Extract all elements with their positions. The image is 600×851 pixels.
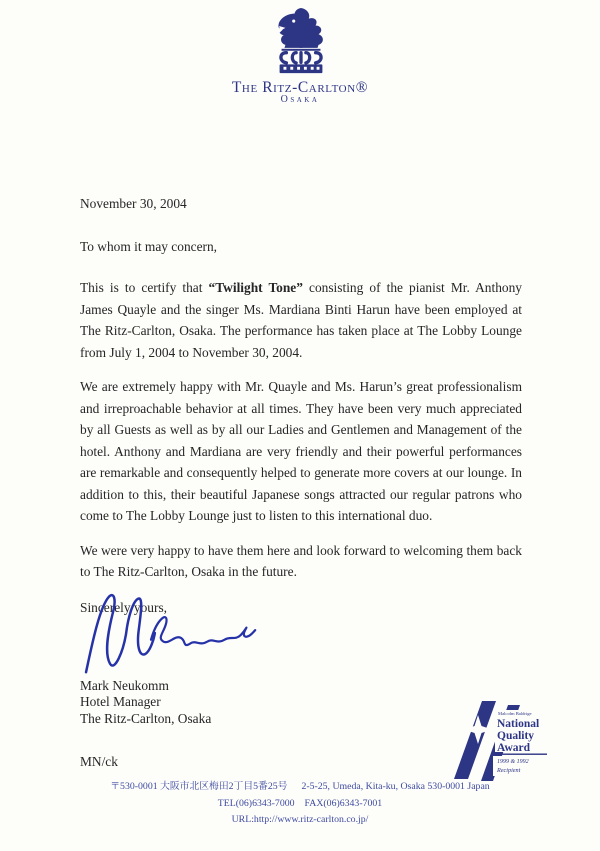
footer-fax: FAX(06)6343-7001 bbox=[304, 797, 383, 809]
award-program: Malcolm Baldrige bbox=[498, 711, 532, 716]
award-line2: Quality bbox=[497, 730, 535, 742]
letterhead-brand: The Ritz-Carlton® bbox=[231, 79, 369, 96]
signer-name: Mark Neukomm bbox=[80, 677, 169, 693]
signer-organization: The Ritz-Carlton, Osaka bbox=[80, 710, 212, 726]
footer-tel: TEL(06)6343-7000 bbox=[217, 797, 295, 809]
paragraph-1 bbox=[80, 277, 522, 363]
salutation: To whom it may concern, bbox=[80, 239, 218, 254]
letter-body bbox=[80, 196, 522, 783]
award-recipient: Recipient bbox=[497, 767, 521, 774]
award-line3: Award bbox=[497, 742, 531, 754]
closing: Sincerely yours, bbox=[80, 599, 168, 615]
paragraph-1-pre: This is to certify that bbox=[80, 280, 209, 295]
letterhead-city: Osaka bbox=[280, 94, 320, 105]
award-years: 1999 & 1992 bbox=[497, 759, 529, 765]
paragraph-1-post: consisting of the pianist Mr. Anthony James Quayle and the singer Ms. Mardiana Binti Harun have been employed at The Ritz-Carlton, Osaka. The performance has taken place at The Lobby Lounge from July 1, 2004 to November 30, 2004. bbox=[80, 280, 523, 360]
typist-reference: MN/ck bbox=[80, 754, 118, 769]
footer-address-en: 2-5-25, Umeda, Kita-ku, Osaka 530-0001 Japan bbox=[301, 781, 490, 792]
award-line1: National bbox=[497, 718, 540, 730]
letter-date: November 30, 2004 bbox=[80, 196, 187, 211]
footer-url: URL:http://www.ritz-carlton.co.jp/ bbox=[231, 814, 369, 825]
footer-phone-line bbox=[0, 796, 600, 813]
paragraph-3: We were very happy to have them here and look forward to welcoming them back to The Ritz-Carlton, Osaka in the future. bbox=[80, 542, 522, 579]
national-quality-award-icon bbox=[449, 700, 551, 782]
signer-title: Hotel Manager bbox=[80, 694, 161, 709]
ritz-carlton-lion-crown-icon bbox=[258, 6, 344, 78]
paragraph-2: We are extremely happy with Mr. Quayle and Ms. Harun’s great professionalism and irreproachable behavior at all times. They have been very much appreciated by all Guests as well as by all our Ladies and Gentlemen and Management of the hotel. Anthony and Mardiana are very friendly and their powerful performances are remarkable and consequently helped to generate more covers at our lounge. In addition to this, their beautiful Japanese songs attracted our regular patrons who come to The Lobby Lounge just to listen to this international duo. bbox=[80, 379, 522, 523]
footer bbox=[0, 779, 600, 829]
footer-address-jp: 〒530-0001 大阪市北区梅田2丁目5番25号 bbox=[110, 781, 288, 792]
band-name-bold: “Twilight Tone” bbox=[208, 280, 303, 295]
closing-block bbox=[80, 600, 522, 618]
footer-address-line bbox=[0, 779, 600, 796]
